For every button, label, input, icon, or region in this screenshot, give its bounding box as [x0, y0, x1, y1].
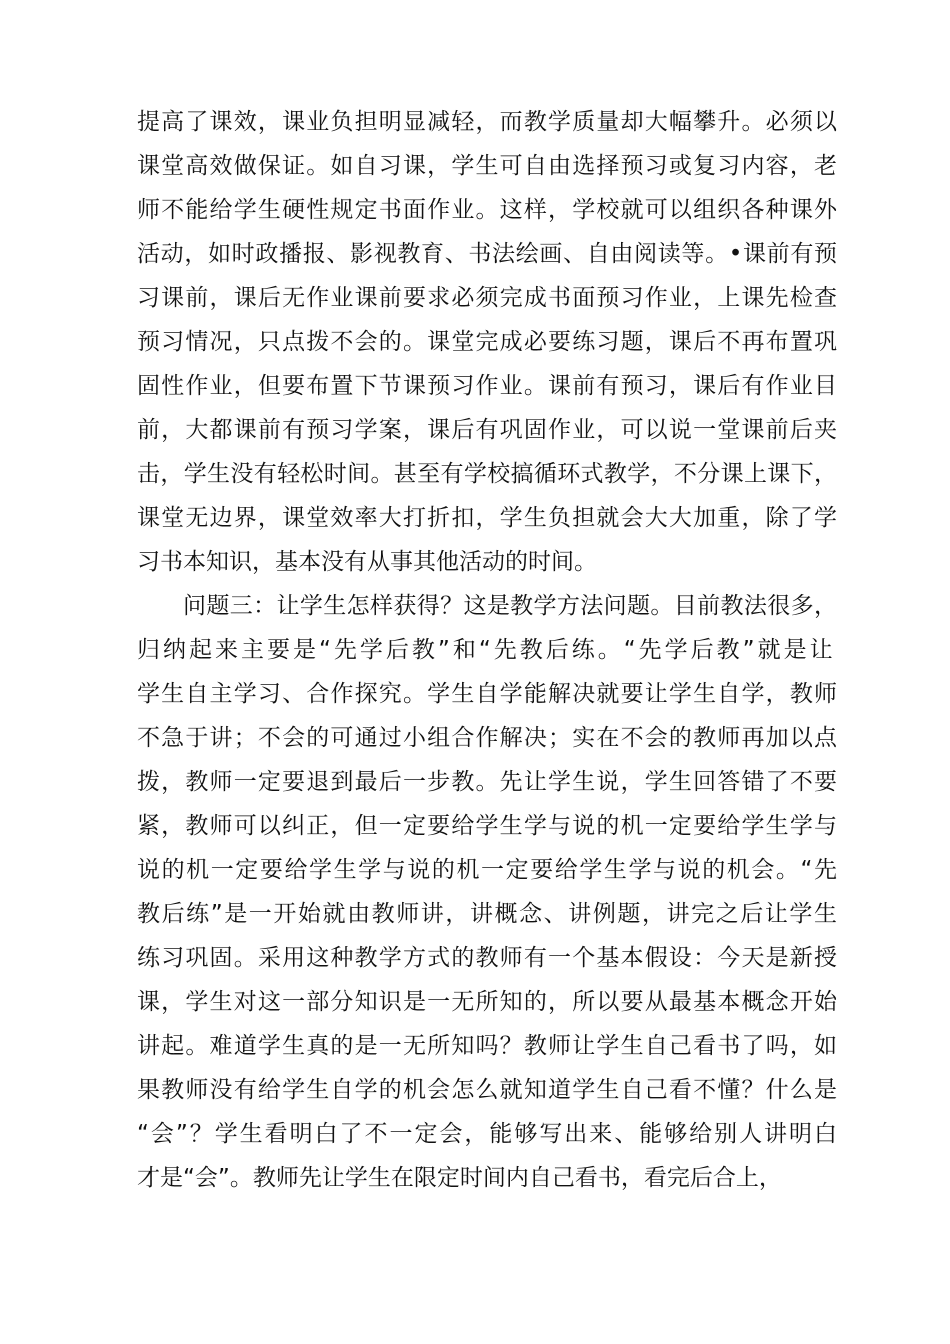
text-line: 拨，教师一定要退到最后一步教。先让学生说，学生回答错了不要 [137, 769, 839, 795]
text-line: 教后练”是一开始就由教师讲，讲概念、讲例题，讲完之后让学生 [137, 901, 839, 927]
text-line: “会”？学生看明白了不一定会，能够写出来、能够给别人讲明白 [137, 1121, 839, 1147]
text-line: 习书本知识，基本没有从事其他活动的时间。 [137, 549, 597, 575]
text-line: 预习情况，只点拨不会的。课堂完成必要练习题，课后不再布置巩 [137, 329, 839, 355]
text-line: 课，学生对这一部分知识是一无所知的，所以要从最基本概念开始 [137, 989, 839, 1015]
text-line: 练习巩固。采用这种教学方式的教师有一个基本假设：今天是新授 [137, 945, 839, 971]
text-line: 击，学生没有轻松时间。甚至有学校搞循环式教学，不分课上课下， [137, 461, 838, 487]
text-line: 紧，教师可以纠正，但一定要给学生学与说的机一定要给学生学与 [137, 813, 839, 839]
text-line: 师不能给学生硬性规定书面作业。这样，学校就可以组织各种课外 [137, 197, 839, 223]
text-line: 提高了课效，课业负担明显减轻，而教学质量却大幅攀升。必须以 [137, 109, 839, 135]
text-line: 课堂无边界，课堂效率大打折扣，学生负担就会大大加重，除了学 [137, 505, 839, 531]
body-text [137, 100, 837, 1200]
text-line: 讲起。难道学生真的是一无所知吗？教师让学生自己看书了吗，如 [137, 1033, 839, 1059]
text-line: 课堂高效做保证。如自习课，学生可自由选择预习或复习内容，老 [137, 153, 839, 179]
text-line: 前，大都课前有预习学案，课后有巩固作业，可以说一堂课前后夹 [137, 417, 839, 443]
text-line: 活动，如时政播报、影视教育、书法绘画、自由阅读等。•课前有预 [137, 241, 838, 267]
text-line: 才是“会”。教师先让学生在限定时间内自己看书，看完后合上， [137, 1165, 782, 1191]
text-line: 不急于讲；不会的可通过小组合作解决；实在不会的教师再加以点 [137, 725, 839, 751]
text-line: 果教师没有给学生自学的机会怎么就知道学生自己看不懂？什么是 [137, 1077, 839, 1103]
text-line: 学生自主学习、合作探究。学生自学能解决就要让学生自学，教师 [137, 681, 839, 707]
text-line: 说的机一定要给学生学与说的机一定要给学生学与说的机会。“先 [137, 857, 839, 883]
text-line: 习课前，课后无作业课前要求必须完成书面预习作业，上课先检查 [137, 285, 839, 311]
text-line: 固性作业，但要布置下节课预习作业。课前有预习，课后有作业目 [137, 373, 839, 399]
paragraph-start-line: 问题三：让学生怎样获得？这是教学方法问题。目前教法很多， [183, 593, 838, 619]
text-line: 归纳起来主要是“先学后教”和“先教后练。“先学后教”就是让 [137, 637, 836, 663]
